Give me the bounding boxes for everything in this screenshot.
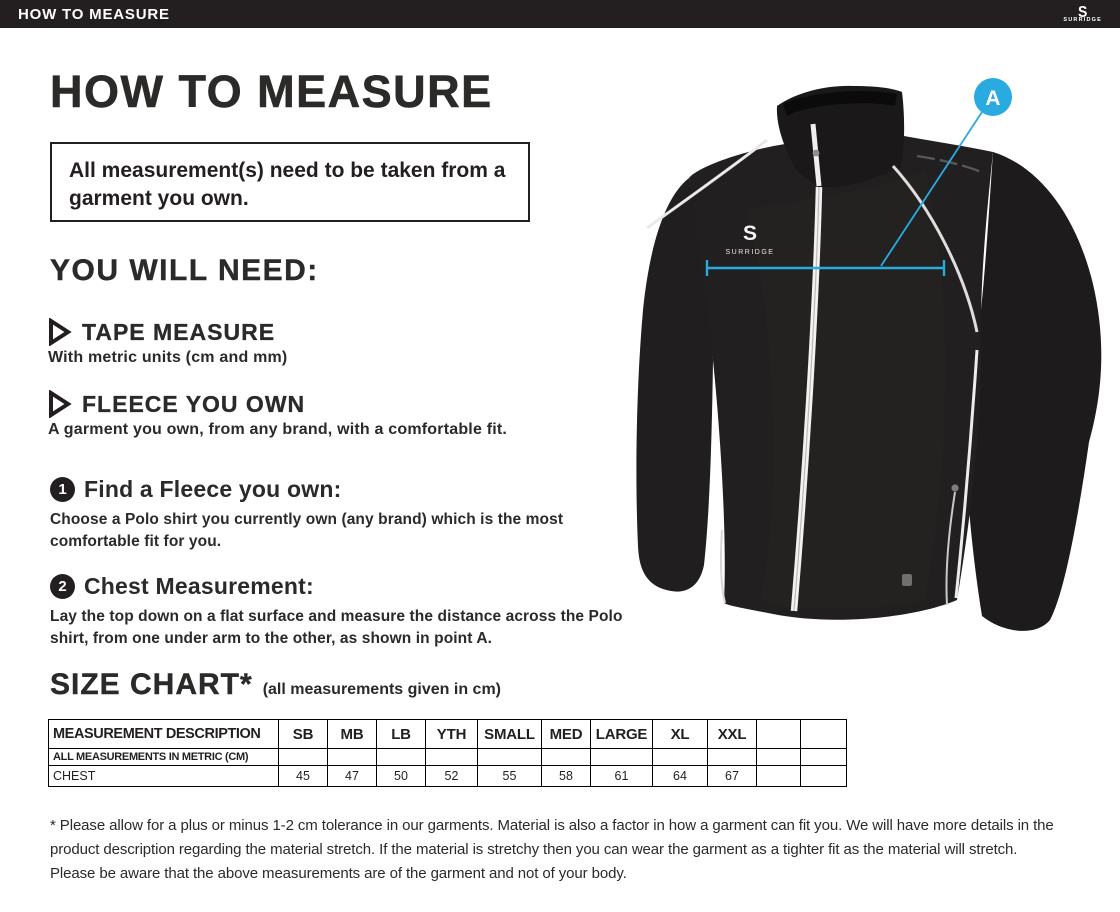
- table-header-row: [49, 720, 847, 749]
- top-bar: [0, 0, 1120, 28]
- table-cell: ALL MEASUREMENTS IN METRIC (CM): [49, 749, 279, 766]
- page-title: HOW TO MEASURE: [50, 66, 493, 117]
- table-cell: 50: [377, 766, 426, 787]
- surridge-wordmark: SURRIDGE: [1063, 16, 1102, 23]
- table-cell: [478, 749, 542, 766]
- table-cell: 45: [279, 766, 328, 787]
- surridge-logo-icon: [1063, 1, 1108, 24]
- table-cell: [542, 749, 591, 766]
- notice-box: All measurement(s) need to be taken from a garment you own.: [50, 142, 530, 222]
- column-header: MEASUREMENT DESCRIPTION: [49, 720, 279, 749]
- table-cell: CHEST: [49, 766, 279, 787]
- size-chart-table: [48, 719, 847, 787]
- step-number-badge: 1: [50, 477, 75, 502]
- triangle-bullet-icon: [48, 390, 72, 418]
- garment-logo-wordmark: SURRIDGE: [725, 249, 775, 256]
- you-will-need-heading: YOU WILL NEED:: [50, 254, 319, 287]
- table-cell: 58: [542, 766, 591, 787]
- step-description: Lay the top down on a flat surface and measure the distance across the Polo shirt, from one under arm to the other, as shown in point A.: [50, 608, 623, 648]
- need-item-label: TAPE MEASURE: [82, 318, 276, 345]
- jacket-left-hem-piping: [721, 530, 725, 603]
- step-title: Chest Measurement:: [84, 573, 314, 599]
- table-cell: [653, 749, 708, 766]
- column-header: [801, 720, 847, 749]
- table-cell: [377, 749, 426, 766]
- size-chart-subtitle: (all measurements given in cm): [262, 681, 501, 698]
- garment-logo-s-icon: S: [742, 222, 758, 245]
- jacket-fabric-highlight: [742, 170, 945, 609]
- step-number-badge: 2: [50, 574, 75, 599]
- table-cell: 67: [708, 766, 757, 787]
- need-item-fleece: [48, 390, 648, 439]
- table-cell: [757, 749, 801, 766]
- surridge-s-icon: S: [1078, 1, 1088, 20]
- size-chart-heading: [50, 668, 501, 702]
- table-cell: [279, 749, 328, 766]
- need-item-label: FLEECE YOU OWN: [82, 390, 306, 417]
- column-header: MB: [328, 720, 377, 749]
- column-header: XL: [653, 720, 708, 749]
- table-cell: 64: [653, 766, 708, 787]
- table-cell: 61: [591, 766, 653, 787]
- column-header: YTH: [426, 720, 478, 749]
- table-cell: [328, 749, 377, 766]
- column-header: SMALL: [478, 720, 542, 749]
- table-cell: [591, 749, 653, 766]
- table-cell: [426, 749, 478, 766]
- table-cell: [801, 766, 847, 787]
- jacket-pocket-pull-icon: [951, 484, 958, 491]
- need-item-tape-measure: [48, 318, 648, 367]
- step-chest-measurement: [50, 573, 625, 651]
- column-header: MED: [542, 720, 591, 749]
- table-row: [49, 766, 847, 787]
- tolerance-footnote: * Please allow for a plus or minus 1-2 cm tolerance in our garments. Material is also a factor in how a garment can fit you. We will have more details in the product description regarding the material stretch. If the material is stretchy then you can wear the garment as a tighter fit as the material will stretch. Please be aware that the above measurements are of the garment and not of your body.: [50, 817, 1054, 882]
- table-row: [49, 749, 847, 766]
- fleece-jacket-illustration: [625, 60, 1120, 670]
- triangle-bullet-icon: [48, 318, 72, 346]
- table-cell: [801, 749, 847, 766]
- step-find-fleece: [50, 476, 625, 554]
- size-chart-title: SIZE CHART*: [50, 668, 253, 701]
- table-cell: 52: [426, 766, 478, 787]
- fleece-jacket-image: [625, 60, 1120, 670]
- column-header: LB: [377, 720, 426, 749]
- top-bar-title: HOW TO MEASURE: [18, 5, 170, 23]
- step-description: Choose a Polo shirt you currently own (any brand) which is the most comfortable fit for you.: [50, 511, 564, 551]
- table-cell: 55: [478, 766, 542, 787]
- table-cell: 47: [328, 766, 377, 787]
- table-cell: [708, 749, 757, 766]
- point-a-label: A: [985, 87, 1001, 110]
- column-header: [757, 720, 801, 749]
- jacket-zip-pull-icon: [813, 150, 820, 157]
- need-item-description: With metric units (cm and mm): [48, 349, 288, 366]
- step-title: Find a Fleece you own:: [84, 476, 342, 502]
- column-header: XXL: [708, 720, 757, 749]
- column-header: SB: [279, 720, 328, 749]
- column-header: LARGE: [591, 720, 653, 749]
- need-item-description: A garment you own, from any brand, with a comfortable fit.: [48, 421, 508, 438]
- jacket-hem-tag: [902, 574, 912, 586]
- table-cell: [757, 766, 801, 787]
